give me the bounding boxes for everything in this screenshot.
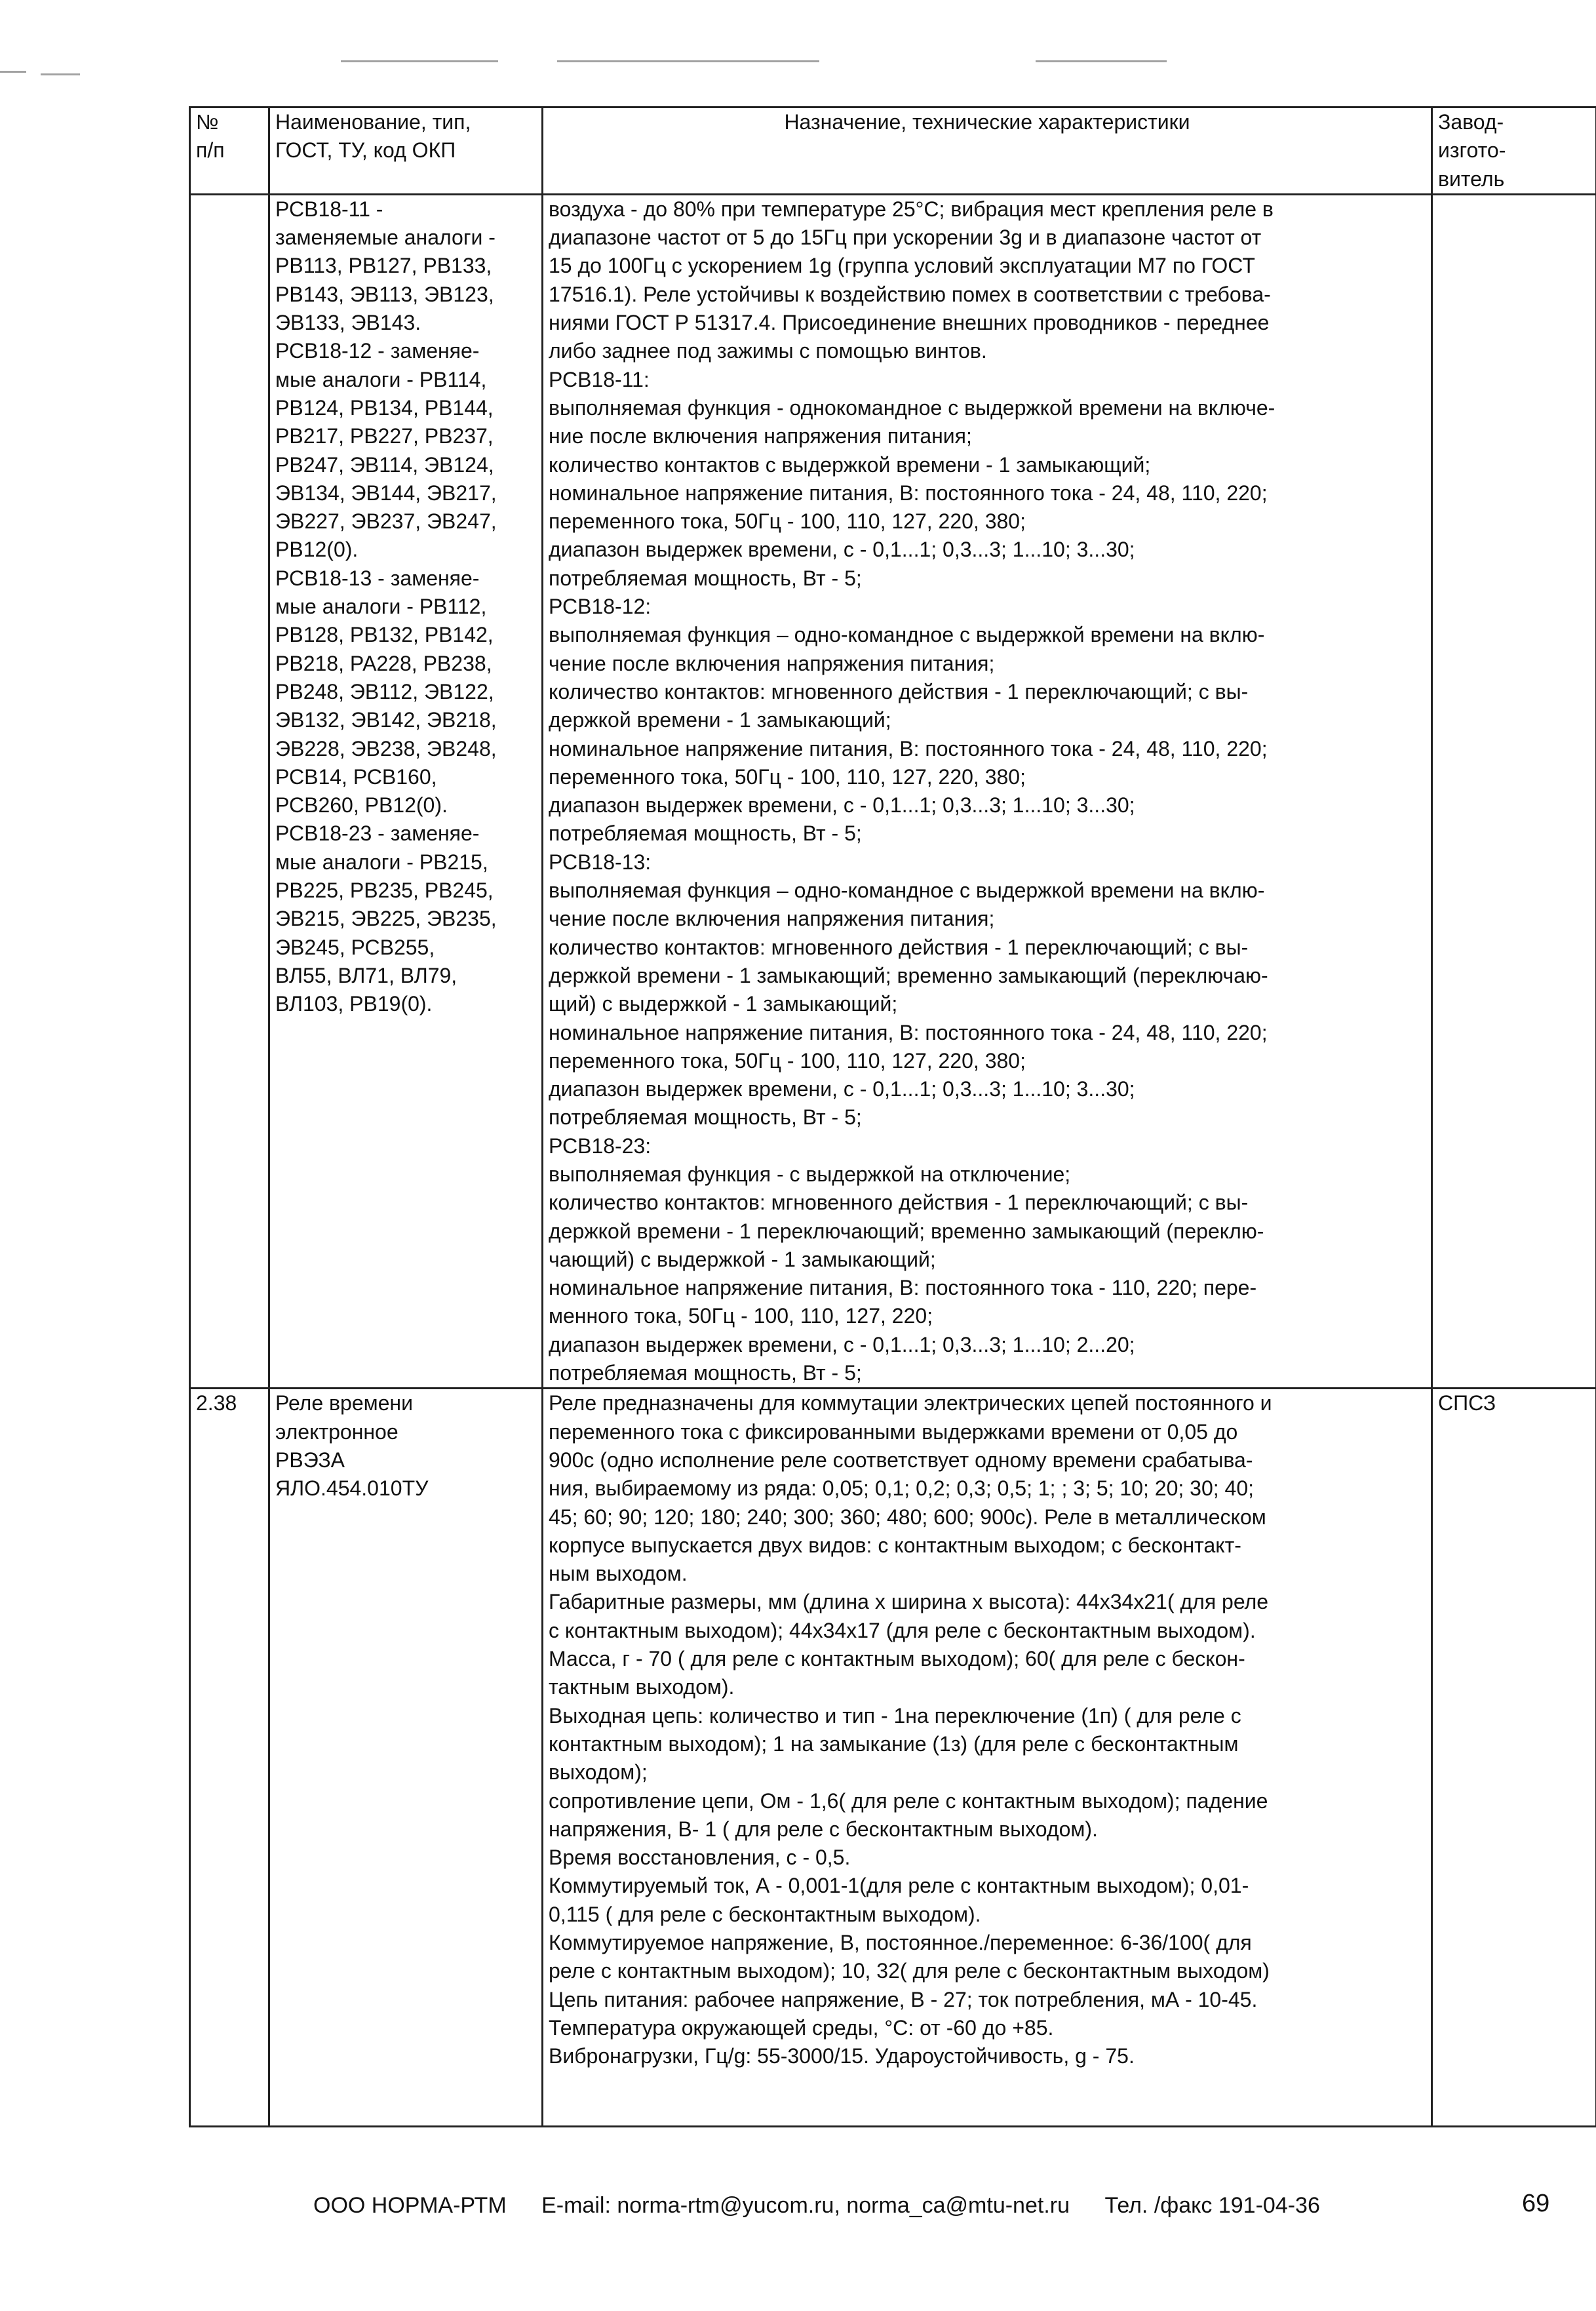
cell-desc [543,1389,1432,2127]
text-line: количество контактов: мгновенного действия - 1 переключающий; с вы- [549,935,1249,959]
text-line: РВ225, РВ235, РВ245, [275,879,494,903]
spec-table [189,106,1596,2127]
text-line: Вибронагрузки, Гц/g: 55-3000/15. Удароустойчивость, g - 75. [549,2044,1135,2068]
text-line: чение после включения напряжения питания; [549,651,995,675]
text-line: РВ247, ЭВ114, ЭВ124, [275,452,494,477]
text-line: диапазон выдержек времени, с - 0,1...1; 0,3...3; 1...10; 2...20; [549,1332,1135,1356]
text-line: с контактным выходом); 44х34х17 (для реле с бесконтактным выходом). [549,1618,1256,1642]
text-line: Масса, г - 70 ( для реле с контактным выходом); 60( для реле с бескон- [549,1647,1245,1671]
table-header [190,108,1596,195]
text-line: Реле времени [275,1391,413,1415]
text-line: Коммутируемый ток, А - 0,001-1(для реле с контактным выходом); 0,01- [549,1874,1249,1898]
text-line: ЭВ134, ЭВ144, ЭВ217, [275,481,497,505]
text-line: Реле предназначены для коммутации электрических цепей постоянного и [549,1391,1272,1415]
text-line: держкой времени - 1 переключающий; временно замыкающий (переклю- [549,1219,1264,1243]
text-line: держкой времени - 1 замыкающий; [549,708,891,732]
text-line: ВЛ55, ВЛ71, ВЛ79, [275,963,457,987]
text-line: 15 до 100Гц с ускорением 1g (группа условий эксплуатации М7 по ГОСТ [549,254,1255,278]
text-line: ниями ГОСТ Р 51317.4. Присоединение внешних проводников - переднее [549,311,1270,335]
text-line: потребляемая мощность, Вт - 5; [549,566,862,590]
header-num: № п/п [190,108,269,195]
text-line: выполняемая функция - с выдержкой на отключение; [549,1162,1071,1186]
text-line: РВ248, ЭВ112, ЭВ122, [275,679,494,703]
footer-phone: Тел. /факс 191-04-36 [1104,2193,1320,2218]
text-line: ния, выбираемому из ряда: 0,05; 0,1; 0,2; 0,3; 0,5; 1; ; 3; 5; 10; 20; 30; 40; [549,1476,1254,1501]
text-line: потребляемая мощность, Вт - 5; [549,1361,862,1385]
text-line: выполняемая функция – одно-командное с выдержкой времени на вклю- [549,623,1265,647]
text-line: РВ143, ЭВ113, ЭВ123, [275,282,494,306]
text-line: ВЛ103, РВ19(0). [275,992,433,1016]
text-line: ЭВ133, ЭВ143. [275,311,421,335]
text-line: ЯЛО.454.010ТУ [275,1476,429,1501]
text-line: РСВ18-12 - заменяе- [275,339,480,363]
text-line: Цепь питания: рабочее напряжение, В - 27; ток потребления, мА - 10-45. [549,1987,1258,2011]
text-line: РСВ18-23: [549,1134,652,1158]
text-line: Температура окружающей среды, °С: от -60 до +85. [549,2015,1054,2040]
text-line: электронное [275,1419,399,1444]
text-line: щий) с выдержкой - 1 замыкающий; [549,992,898,1016]
text-line: ние после включения напряжения питания; [549,424,972,448]
scan-artifact [557,60,819,62]
text-line: РВ217, РВ227, РВ237, [275,424,494,448]
text-line: количество контактов: мгновенного действия - 1 переключающий; с вы- [549,1191,1249,1215]
cell-mfr [1432,194,1596,1388]
text-line: Габаритные размеры, мм (длина х ширина х высота): 44х34х21( для реле [549,1590,1269,1614]
text-line: чение после включения напряжения питания; [549,907,995,931]
text-line: выполняемая функция - однокомандное с выдержкой времени на включе- [549,395,1275,420]
text-line: РСВ18-13: [549,850,652,874]
text-line: ЭВ245, РСВ255, [275,935,435,959]
text-line: мые аналоги - РВ215, [275,850,488,874]
text-line: тактным выходом). [549,1675,735,1699]
text-line: потребляемая мощность, Вт - 5; [549,821,862,846]
text-line: реле с контактным выходом); 10, 32( для реле с бесконтактным выходом) [549,1959,1270,1983]
header-desc: Назначение, технические характеристики [543,108,1432,195]
text-line: менного тока, 50Гц - 100, 110, 127, 220; [549,1304,933,1328]
text-line: ным выходом. [549,1562,688,1586]
text-line: диапазон выдержек времени, с - 0,1...1; 0,3...3; 1...10; 3...30; [549,1077,1135,1101]
text-line: Коммутируемое напряжение, В, постоянное./переменное: 6-36/100( для [549,1931,1252,1954]
text-line: контактным выходом); 1 на замыкание (1з) (для реле с бесконтактным [549,1731,1239,1756]
text-line: выполняемая функция – одно-командное с выдержкой времени на вклю- [549,879,1265,903]
text-line: номинальное напряжение питания, В: постоянного тока - 24, 48, 110, 220; [549,1020,1268,1044]
page-footer [313,2193,1349,2219]
scan-artifact [1036,60,1167,62]
text-line: номинальное напряжение питания, В: постоянного тока - 110, 220; пере- [549,1276,1257,1300]
text-line: РВ218, РА228, РВ238, [275,651,492,675]
text-line: номинальное напряжение питания, В: постоянного тока - 24, 48, 110, 220; [549,736,1268,760]
table-row [190,1389,1596,2127]
header-name: Наименование, тип, ГОСТ, ТУ, код ОКП [269,108,543,195]
text-line: РВЭЗА [275,1448,345,1472]
text-line: ЭВ228, ЭВ238, ЭВ248, [275,736,497,760]
text-line: воздуха - до 80% при температуре 25°С; вибрация мест крепления реле в [549,197,1274,221]
scan-artifact [0,71,26,73]
text-line: РСВ18-23 - заменяе- [275,821,480,846]
cell-name [269,194,543,1388]
text-line: чающий) с выдержкой - 1 замыкающий; [549,1247,936,1271]
text-line: переменного тока, 50Гц - 100, 110, 127, 220, 380; [549,1048,1026,1073]
text-line: ЭВ215, ЭВ225, ЭВ235, [275,907,497,931]
text-line: 0,115 ( для реле с бесконтактным выходом). [549,1902,981,1926]
text-line: РСВ260, РВ12(0). [275,793,448,818]
text-line: РВ128, РВ132, РВ142, [275,623,494,647]
text-line: РСВ18-11 - [275,197,383,221]
scan-artifact [41,73,80,75]
text-line: СПСЗ [1438,1391,1496,1415]
text-line: ЭВ132, ЭВ142, ЭВ218, [275,708,497,732]
table-row [190,194,1596,1388]
text-line: 45; 60; 90; 120; 180; 240; 300; 360; 480; 600; 900с). Реле в металлическом [549,1505,1266,1529]
footer-company: ООО НОРМА-РТМ [313,2193,507,2218]
header-mfr: Завод- изгото- витель [1432,108,1596,195]
text-line: РВ12(0). [275,538,359,562]
text-line: 900с (одно исполнение реле соответствует одному времени срабатыва- [549,1448,1253,1472]
text-line: диапазон выдержек времени, с - 0,1...1; 0,3...3; 1...10; 3...30; [549,793,1135,818]
text-line: номинальное напряжение питания, В: постоянного тока - 24, 48, 110, 220; [549,481,1268,505]
text-line: количество контактов с выдержкой времени - 1 замыкающий; [549,452,1151,477]
text-line: 17516.1). Реле устойчивы к воздействию помех в соответствии с требова- [549,282,1271,306]
cell-name [269,1389,543,2127]
text-line: 2.38 [196,1391,237,1415]
text-line: диапазоне частот от 5 до 15Гц при ускорении 3g и в диапазоне частот от [549,226,1262,250]
text-line: Время восстановления, с - 0,5. [549,1846,851,1870]
cell-mfr [1432,1389,1596,2127]
text-line: ЭВ227, ЭВ237, ЭВ247, [275,509,497,534]
text-line: либо заднее под зажимы с помощью винтов. [549,339,987,363]
text-line: РВ124, РВ134, РВ144, [275,395,494,420]
text-line: держкой времени - 1 замыкающий; временно замыкающий (переключаю- [549,963,1268,987]
page-number: 69 [1522,2190,1550,2217]
text-line: РСВ18-12: [549,595,652,619]
text-line: выходом); [549,1760,648,1785]
text-line: количество контактов: мгновенного действия - 1 переключающий; с вы- [549,679,1249,703]
text-line: корпусе выпускается двух видов: с контактным выходом; с бесконтакт- [549,1533,1241,1557]
scan-artifact [341,60,498,62]
text-line: Выходная цепь: количество и тип - 1на переключение (1п) ( для реле с [549,1703,1241,1728]
text-line: сопротивление цепи, Ом - 1,6( для реле с контактным выходом); падение [549,1788,1268,1813]
text-line: напряжения, В- 1 ( для реле с бесконтактным выходом). [549,1817,1098,1841]
text-line: мые аналоги - РВ114, [275,367,487,391]
cell-num [190,194,269,1388]
text-line: переменного тока, 50Гц - 100, 110, 127, 220, 380; [549,509,1026,534]
cell-num [190,1389,269,2127]
text-line: диапазон выдержек времени, с - 0,1...1; 0,3...3; 1...10; 3...30; [549,538,1135,562]
text-line: переменного тока с фиксированными выдержками времени от 0,05 до [549,1419,1238,1444]
text-line: РСВ18-13 - заменяе- [275,566,480,590]
text-line: мые аналоги - РВ112, [275,595,487,619]
text-line: заменяемые аналоги - [275,226,496,250]
text-line: РВ113, РВ127, РВ133, [275,254,492,278]
text-line: РСВ18-11: [549,367,650,391]
cell-desc [543,194,1432,1388]
text-line: потребляемая мощность, Вт - 5; [549,1105,862,1130]
footer-email: E-mail: norma-rtm@yucom.ru, norma_ca@mtu-net.ru [541,2193,1070,2218]
text-line: РСВ14, РСВ160, [275,764,437,789]
text-line: переменного тока, 50Гц - 100, 110, 127, 220, 380; [549,764,1026,789]
